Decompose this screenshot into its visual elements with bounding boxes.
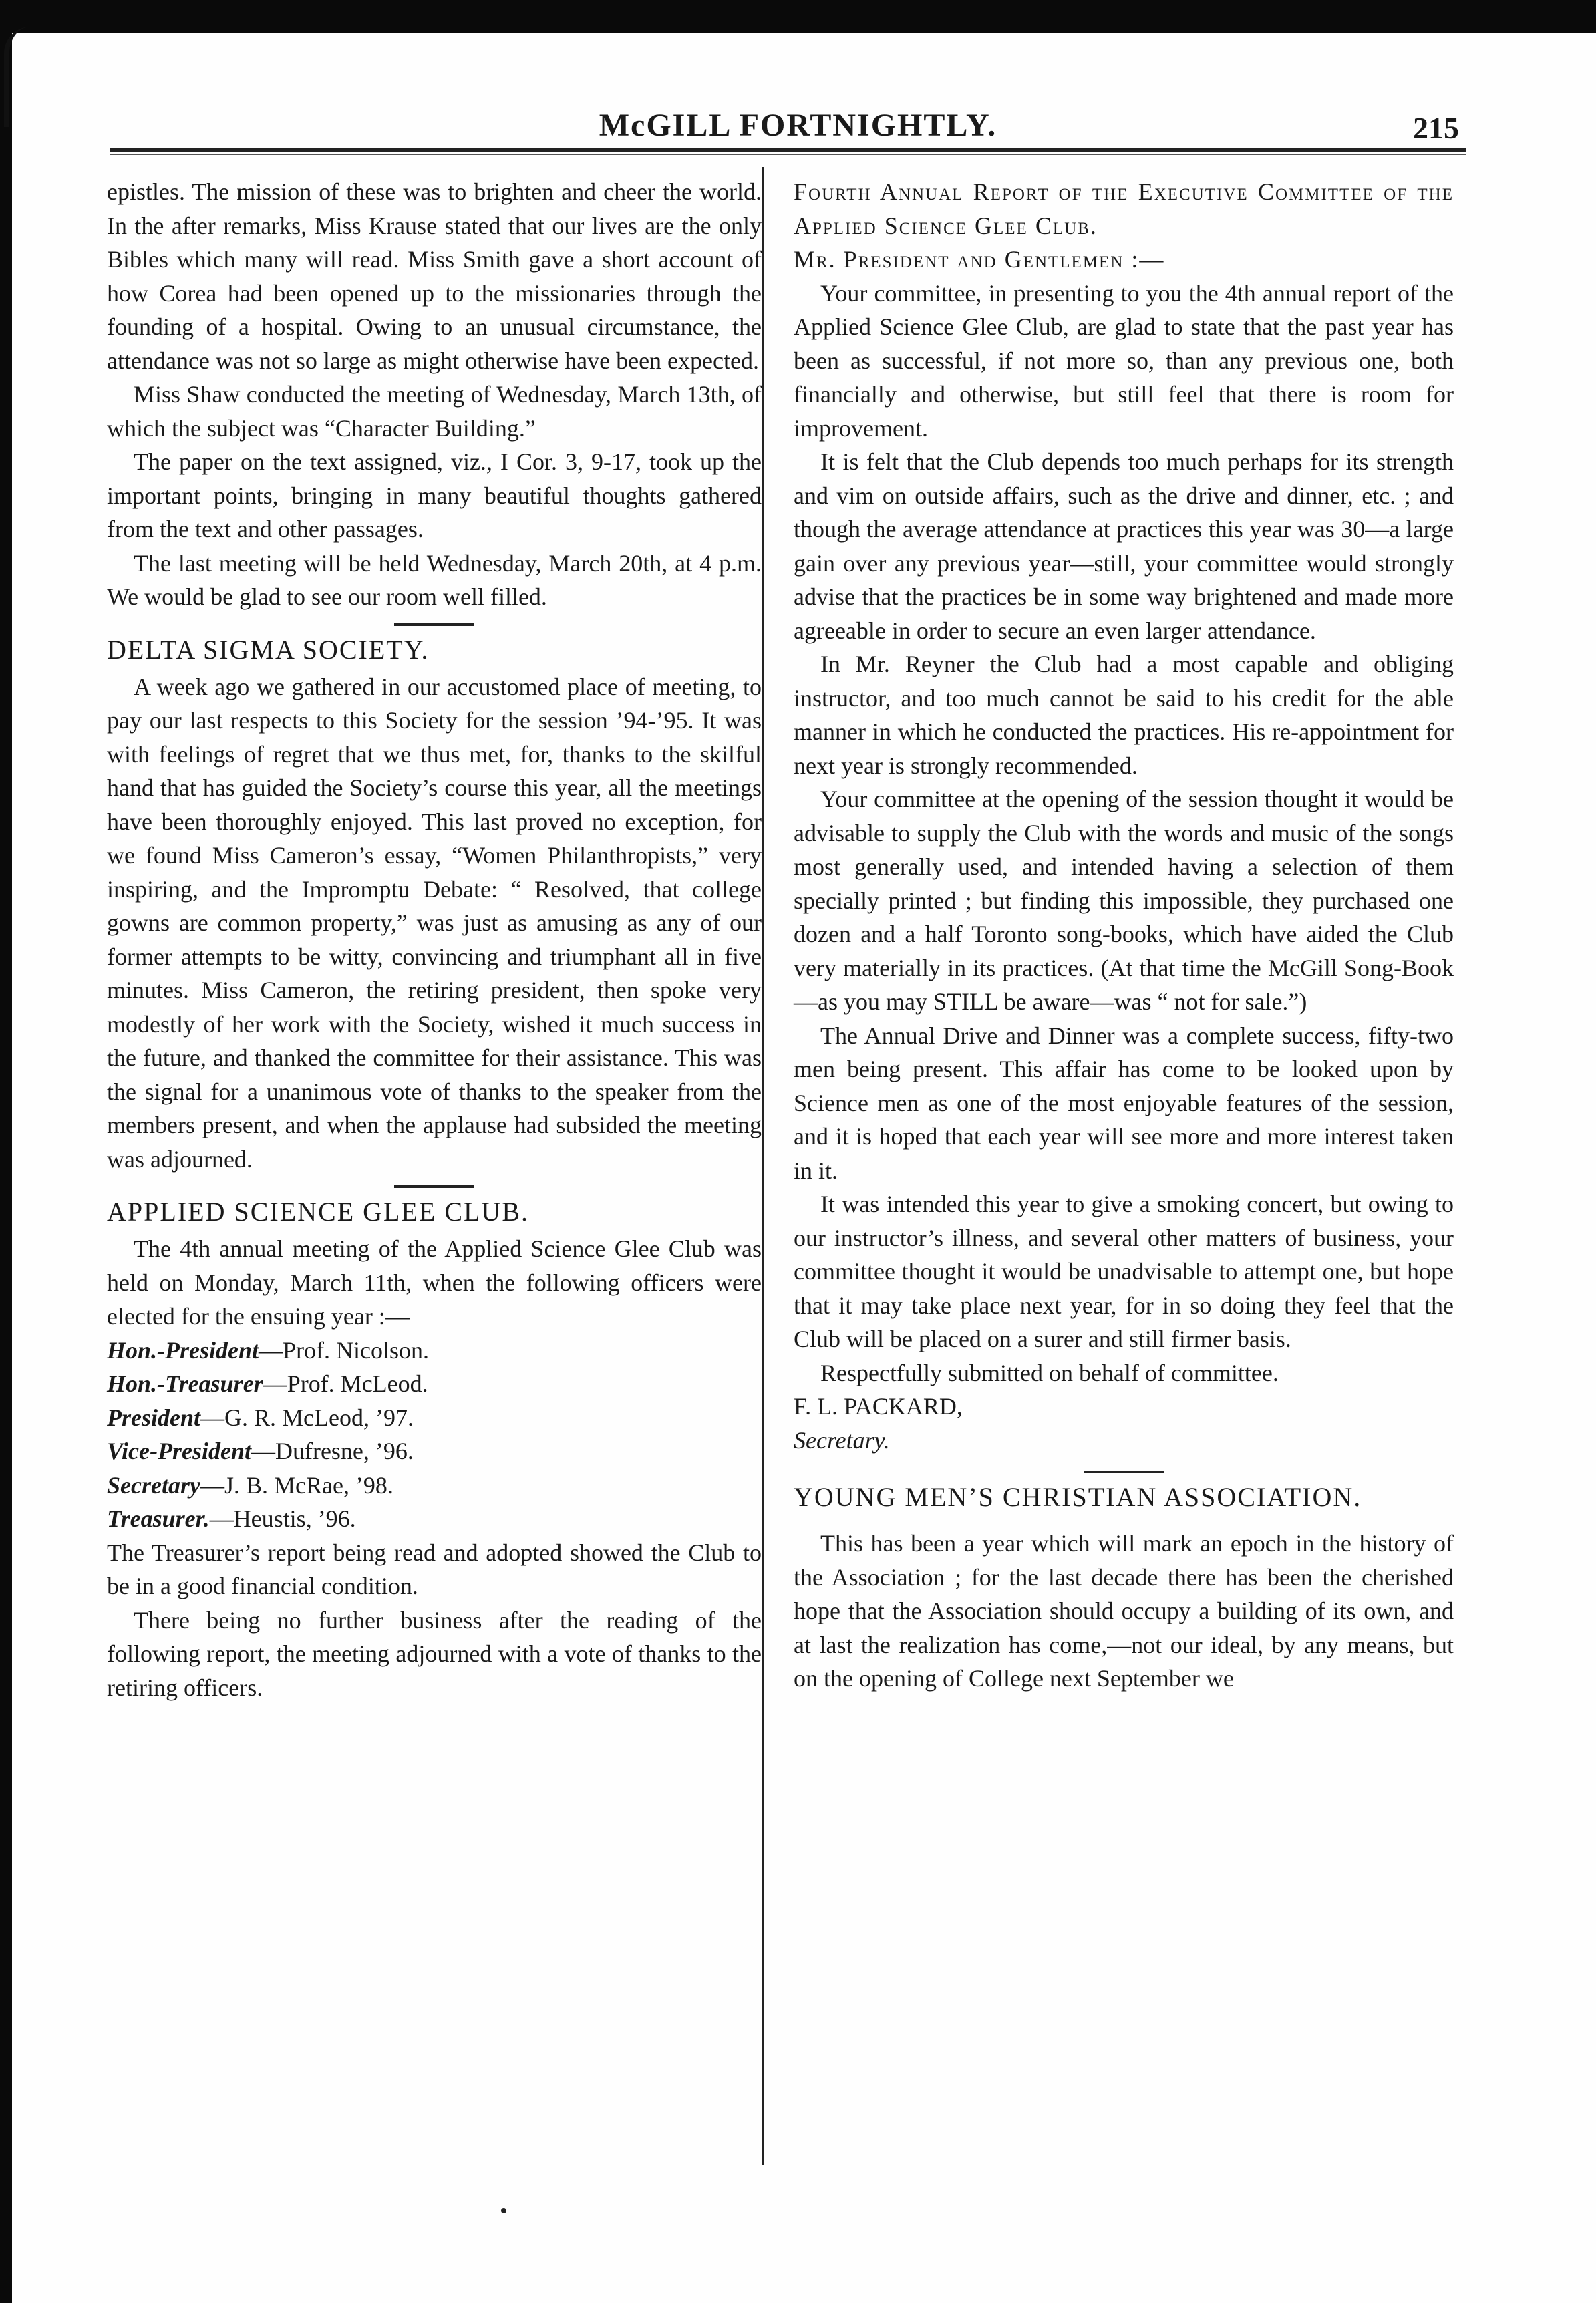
officer-role: Vice-President [107, 1438, 251, 1465]
section-rule [394, 1185, 474, 1188]
officer-entry [107, 1434, 762, 1469]
officer-separator: — [209, 1505, 234, 1532]
paragraph: It is felt that the Club depends too much perhaps for its strength and vim on outside affairs, such as the drive and dinner, etc. ; and though the average attendance at practices this year was 30—a large gain over any previous year—still, your committee would strongly advise that the practices be in some way brightened and made more agreeable in order to secure an even larger attendance. [794, 448, 1454, 644]
officer-separator: — [263, 1370, 287, 1397]
page-title: McGILL FORTNIGHTLY. [599, 108, 997, 143]
officer-name: Prof. McLeod. [287, 1370, 428, 1397]
paragraph: There being no further business after the reading of the following report, the meeting adjourned with a vote of thanks to the retiring officers. [107, 1606, 762, 1701]
report-heading: Fourth Annual Report of the Executive Committee of the Applied Science Glee Club. [794, 178, 1454, 239]
ink-speck [501, 2208, 506, 2213]
column-divider [762, 167, 764, 2165]
paragraph: The 4th annual meeting of the Applied Science Glee Club was held on Monday, March 11th, when the following officers were elected for the ensuing year :— [107, 1235, 762, 1330]
officer-entry [107, 1469, 762, 1503]
scan-left-border [0, 0, 12, 2303]
officer-entry [107, 1401, 762, 1435]
header-rule [110, 148, 1466, 152]
section-heading-ymca: YOUNG MEN’S CHRISTIAN ASSOCIATION. [794, 1482, 1362, 1512]
officer-separator: — [251, 1438, 275, 1465]
scan-top-border [0, 0, 1596, 33]
header-rule-thin [110, 154, 1466, 155]
section-rule [394, 623, 474, 626]
officer-name: Dufresne, ’96. [275, 1438, 414, 1465]
officer-separator: — [200, 1404, 224, 1431]
signature-title: Secretary. [794, 1426, 890, 1454]
officer-separator: — [200, 1471, 224, 1499]
paragraph: The paper on the text assigned, viz., I Cor. 3, 9-17, took up the important points, bringing in many beautiful thoughts gathered from the text and other passages. [107, 448, 762, 543]
officer-name: Prof. Nicolson. [283, 1336, 430, 1364]
officer-role: Treasurer. [107, 1505, 210, 1532]
officer-role: President [107, 1404, 200, 1431]
officer-role: Hon.-President [107, 1336, 259, 1364]
paragraph: It was intended this year to give a smoking concert, but owing to our instructor’s illness, and several other matters of business, your committee thought it would be unadvisable to attempt one, but hope that it may take place next year, for in so doing they feel that the Club will be placed on a surer and still firmer basis. [794, 1191, 1454, 1352]
paragraph: Your committee, in presenting to you the 4th annual report of the Applied Science Glee Club, are glad to state that the past year has been as successful, if not more so, than any previous one, both financially and otherwise, but still feel that there is room for improvement. [794, 279, 1454, 442]
right-column [794, 175, 1454, 1696]
officer-entry [107, 1367, 762, 1401]
paragraph: Your committee at the opening of the session thought it would be advisable to supply the Club with the words and music of the songs most generally used, and intended having a selection of them specially printed ; but finding this impossible, they purchased one dozen and a half Toronto song-books, which have aided the Club very materially in its practices. (At that time the McGill Song-Book—as you may STILL be aware—was “ not for sale.”) [794, 786, 1454, 1015]
paragraph: The last meeting will be held Wednesday, March 20th, at 4 p.m. We would be glad to see our room well filled. [107, 549, 762, 610]
officer-name: G. R. McLeod, ’97. [224, 1404, 414, 1431]
section-rule [1084, 1471, 1164, 1473]
officer-role: Hon.-Treasurer [107, 1370, 263, 1397]
report-salutation: Mr. President and Gentlemen :— [794, 246, 1165, 273]
paragraph: Miss Shaw conducted the meeting of Wednesday, March 13th, of which the subject was “Character Building.” [107, 381, 762, 442]
officer-separator: — [259, 1336, 283, 1364]
officer-entry [107, 1334, 762, 1368]
officer-entry [107, 1502, 762, 1536]
paragraph: In Mr. Reyner the Club had a most capable and obliging instructor, and too much cannot be said to his credit for the able manner in which he conducted the practices. His re-appointment for next year is strongly recommended. [794, 651, 1454, 779]
officer-role: Secretary [107, 1471, 200, 1499]
page-number: 215 [1413, 111, 1459, 145]
paragraph: A week ago we gathered in our accustomed place of meeting, to pay our last respects to this Society for the session ’94-’95. It was with feelings of regret that we thus met, for, thanks to the skilful hand that has guided the Society’s course this year, all the meetings have been thoroughly enjoyed. This last proved no exception, for we found Miss Cameron’s essay, “Women Philanthropists,” very inspiring, and the Impromptu Debate: “ Resolved, that college gowns are common property,” was just as amusing as any of our former attempts to be witty, convincing and triumphant all in five minutes. Miss Cameron, the retiring president, then spoke very modestly of her work with the Society, wished it much success in the future, and thanked the committee for their assistance. This was the signal for a unanimous vote of thanks to the speaker from the members present, and when the applause had subsided the meeting was adjourned. [107, 673, 762, 1173]
paragraph: This has been a year which will mark an epoch in the history of the Association ; for the last decade there has been the cherished hope that the Association should occupy a building of its own, and at last the realization has come,—not our ideal, by any means, but on the opening of College next September we [794, 1530, 1454, 1692]
section-heading-glee-club: APPLIED SCIENCE GLEE CLUB. [107, 1197, 529, 1227]
officer-name: J. B. McRae, ’98. [224, 1471, 393, 1499]
paragraph: The Treasurer’s report being read and adopted showed the Club to be in a good financial condition. [107, 1539, 762, 1599]
officer-list [107, 1334, 762, 1536]
paragraph: Respectfully submitted on behalf of committee. [820, 1359, 1279, 1386]
paragraph: epistles. The mission of these was to brighten and cheer the world. In the after remarks, Miss Krause stated that our lives are the only Bibles which many will read. Miss Smith gave a short account of how Corea had been opened up to the missionaries through the founding of a hospital. Owing to an unusual circumstance, the attendance was not so large as might otherwise have been expected. [107, 178, 762, 374]
section-heading-delta-sigma: DELTA SIGMA SOCIETY. [107, 634, 430, 665]
left-column [107, 175, 762, 1704]
officer-name: Heustis, ’96. [233, 1505, 356, 1532]
signature-name: F. L. PACKARD, [794, 1393, 963, 1420]
paragraph: The Annual Drive and Dinner was a complete success, fifty-two men being present. This affair has come to be looked upon by Science men as one of the most enjoyable features of the session, and it is hoped that each year will see more and more interest taken in it. [794, 1022, 1454, 1184]
